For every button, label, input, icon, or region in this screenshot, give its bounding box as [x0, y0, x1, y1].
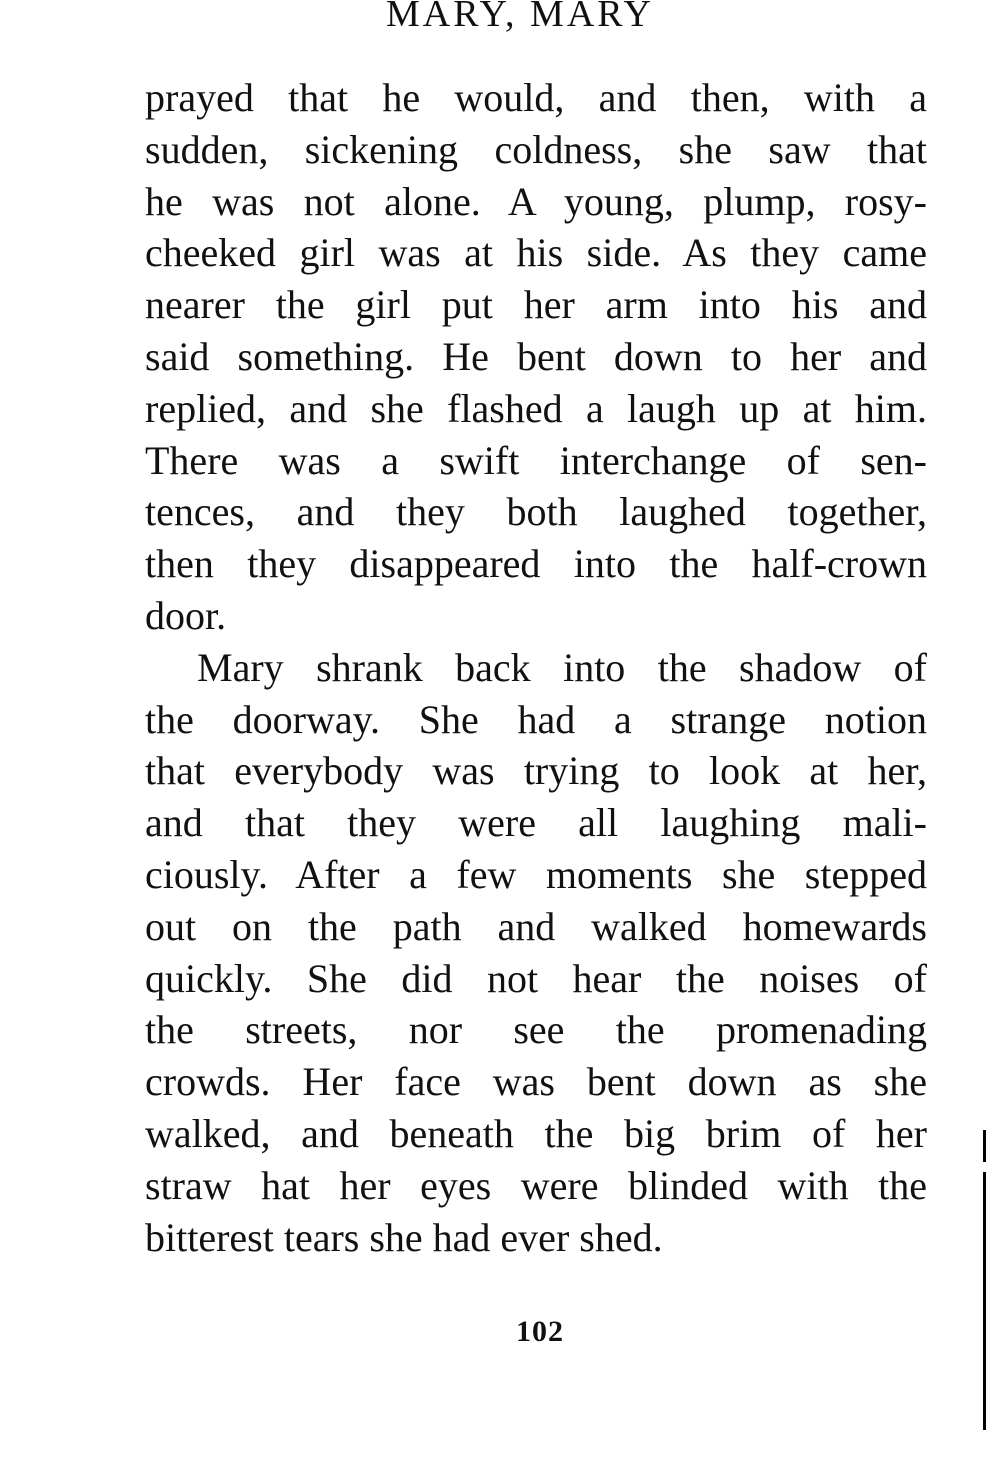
text-line: and that they were all laughing mali- — [145, 800, 927, 846]
page-edge-rule — [983, 1130, 986, 1162]
text-line: bitterest tears she had ever shed. — [145, 1214, 663, 1260]
text-line: crowds. Her face was bent down as she — [145, 1059, 927, 1105]
text-line: then they disappeared into the half-crown — [145, 541, 927, 587]
text-line: nearer the girl put her arm into his and — [145, 282, 927, 328]
body-text — [145, 72, 927, 1263]
running-head: MARY, MARY — [386, 0, 654, 35]
text-line: the doorway. She had a strange notion — [145, 696, 927, 742]
text-line: ciously. After a few moments she stepped — [145, 851, 927, 897]
text-line: door. — [145, 592, 227, 638]
text-line: the streets, nor see the promenading — [145, 1007, 927, 1053]
text-line: tences, and they both laughed together, — [145, 489, 927, 535]
text-line: sudden, sickening coldness, she saw that — [145, 126, 927, 172]
text-line: There was a swift interchange of sen- — [145, 437, 927, 483]
text-line: Mary shrank back into the shadow of — [197, 644, 927, 690]
page-edge-rule — [983, 1172, 986, 1430]
text-line: cheeked girl was at his side. As they came — [145, 230, 927, 276]
text-line: he was not alone. A young, plump, rosy- — [145, 178, 927, 224]
text-line: replied, and she flashed a laugh up at him. — [145, 385, 927, 431]
text-line: out on the path and walked homewards — [145, 903, 927, 949]
text-line: said something. He bent down to her and — [145, 333, 927, 379]
text-line: that everybody was trying to look at her, — [145, 748, 927, 794]
text-line: quickly. She did not hear the noises of — [145, 955, 927, 1001]
text-line: walked, and beneath the big brim of her — [145, 1110, 927, 1156]
text-line: straw hat her eyes were blinded with the — [145, 1162, 927, 1208]
page-number: 102 — [516, 1315, 564, 1348]
text-line: prayed that he would, and then, with a — [145, 75, 927, 120]
